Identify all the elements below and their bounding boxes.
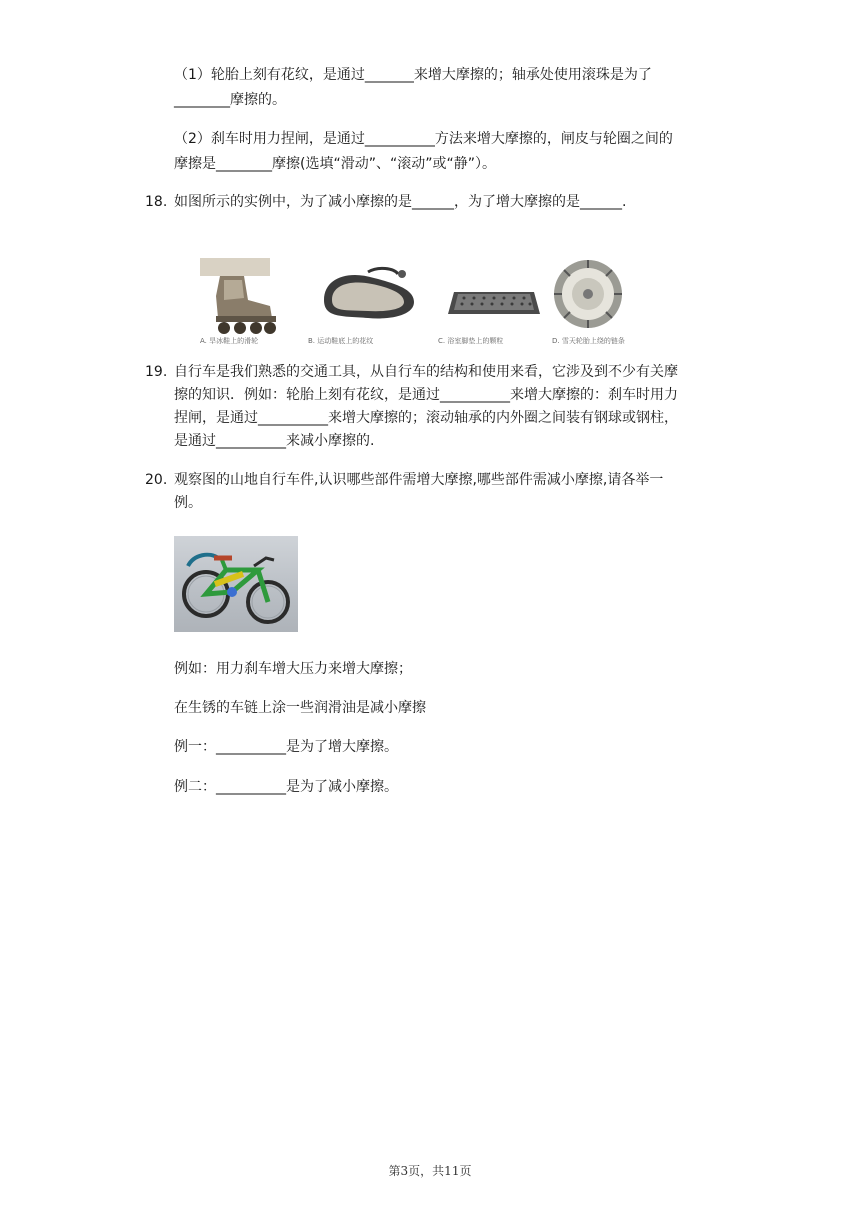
q17-part1-line2: ________摩擦的。 <box>174 92 286 108</box>
mountain-bike-image <box>174 536 298 632</box>
q19-line3: 捏闸，是通过__________来增大摩擦的；滚动轴承的内外圈之间装有钢球或钢柱， <box>174 410 678 426</box>
q20-line1: 观察图的山地自行车件,认识哪些部件需增大摩擦,哪些部件需减小摩擦,请各举一 <box>174 472 664 488</box>
q17-part2-line1: （2）刹车时用力捏闸，是通过__________方法来增大摩擦的，闸皮与轮圈之间的 <box>174 131 673 147</box>
q19-number: 19. <box>145 364 168 380</box>
chained-tire-image <box>554 256 634 336</box>
q20-example2: 在生锈的车链上涂一些润滑油是减小摩擦 <box>174 700 426 716</box>
q20-example1: 例如：用力刹车增大压力来增大摩擦； <box>174 661 412 677</box>
roller-skate-image <box>200 256 288 336</box>
q18-figure-row <box>200 256 698 352</box>
q17-part1-line1: （1）轮胎上刻有花纹，是通过_______来增大摩擦的；轴承处使用滚珠是为了 <box>174 67 652 83</box>
q20-number: 20. <box>145 472 168 488</box>
shoe-sole-image <box>318 256 418 336</box>
q20-answer1: 例一：__________是为了增大摩擦。 <box>174 739 398 755</box>
q19-line1: 自行车是我们熟悉的交通工具，从自行车的结构和使用来看，它涉及到不少有关摩 <box>174 364 678 380</box>
caption-a: A. 旱冰鞋上的滑轮 <box>200 337 259 345</box>
q18-text: 如图所示的实例中，为了减小摩擦的是______，为了增大摩擦的是______. <box>174 194 627 210</box>
q20-line2: 例。 <box>174 495 202 511</box>
page-footer: 第3页，共11页 <box>388 1164 472 1178</box>
caption-b: B. 运动鞋底上的花纹 <box>308 337 374 345</box>
caption-c: C. 浴室脚垫上的颗粒 <box>438 337 504 345</box>
q17-part2-line2: 摩擦是________摩擦(选填“滑动”、“滚动”或“静”）。 <box>174 156 496 172</box>
caption-d: D. 雪天轮胎上绕的链条 <box>552 337 625 345</box>
q18-number: 18. <box>145 194 168 210</box>
q19-line4: 是通过__________来减小摩擦的. <box>174 433 375 449</box>
q19-line2: 擦的知识．例如：轮胎上刻有花纹，是通过__________来增大摩擦的：刹车时用力 <box>174 387 678 403</box>
q20-answer2: 例二：__________是为了减小摩擦。 <box>174 779 398 795</box>
bath-mat-image <box>444 256 544 336</box>
bicycle-icon <box>174 536 298 632</box>
